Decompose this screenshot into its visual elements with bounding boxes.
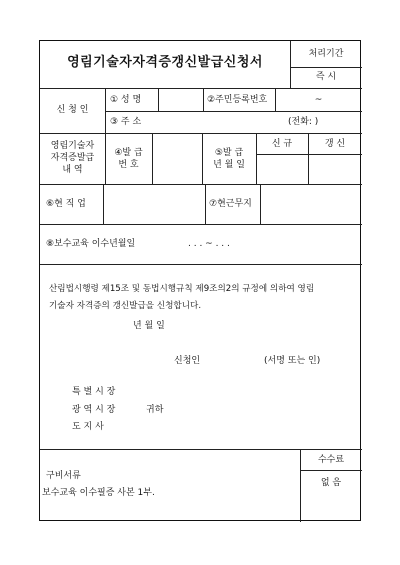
- rule-occupation-value: [103, 184, 104, 224]
- phone-label: (전화: ): [288, 117, 319, 127]
- rrn-label: ②주민등록번호: [207, 95, 268, 105]
- issue-date-label-line2: 년 월 일: [213, 160, 245, 170]
- recipient-honorific: 귀하: [146, 405, 164, 415]
- issue-date-label-line1: ⑤발 급: [214, 148, 244, 158]
- rule-new-renewal: [256, 154, 362, 155]
- rule-issue-no-value: [152, 133, 153, 184]
- fee-value: 없 음: [320, 478, 342, 488]
- education-value: . . . ~ . . .: [188, 239, 230, 249]
- signature-label: (서명 또는 인): [264, 356, 321, 366]
- rule-occupation: [40, 224, 362, 225]
- rule-name-value: [158, 88, 159, 111]
- recipient-line2: 광 역 시 장: [72, 405, 116, 415]
- processing-period-label: 처리기간: [308, 49, 344, 59]
- applicant-label: 신 청 인: [56, 105, 89, 115]
- address-label: ③ 주 소: [110, 117, 142, 127]
- rrn-value: ~: [314, 95, 323, 105]
- occupation-label: ⑥현 직 업: [46, 199, 86, 209]
- license-label-line3: 내 역: [62, 165, 83, 175]
- issue-no-label-line1: ④발 급: [114, 148, 143, 158]
- body-line2: 기술자 자격증의 갱신발급을 신청합니다.: [49, 301, 202, 311]
- date-line: 년 월 일: [133, 321, 165, 331]
- rule-applicant: [40, 133, 362, 134]
- documents-value: 보수교육 이수필증 사본 1부.: [42, 488, 155, 498]
- signer-label: 신청인: [174, 356, 201, 366]
- rule-title: [40, 88, 362, 89]
- license-label-line1: 영림기술자: [50, 141, 95, 151]
- body-line1: 산림법시행령 제15조 및 동법시행규칙 제9조의2의 규정에 의하여 영림: [49, 284, 315, 294]
- application-form: [39, 40, 361, 521]
- processing-period-value: 즉 시: [315, 72, 337, 82]
- issue-no-label-line2: 번 호: [118, 160, 139, 170]
- name-label: ① 성 명: [110, 95, 142, 105]
- documents-label: 구비서류: [46, 471, 81, 481]
- rule-workplace-label: [205, 184, 206, 224]
- form-title: 영림기술자자격증갱신발급신청서: [67, 55, 263, 70]
- new-label: 신 규: [271, 139, 293, 149]
- rule-rrn-label: [203, 88, 204, 111]
- fee-label: 수수료: [317, 455, 345, 465]
- rule-workplace-value: [260, 184, 261, 224]
- recipient-line3: 도 지 사: [72, 422, 104, 432]
- rule-license: [40, 184, 362, 185]
- renewal-label: 갱 신: [324, 139, 346, 149]
- rule-body: [40, 449, 362, 450]
- license-label-line2: 자격증발급: [50, 153, 95, 163]
- rule-education: [40, 264, 362, 265]
- rule-applicant-mid: [105, 111, 362, 112]
- workplace-label: ⑦현근무지: [209, 199, 252, 209]
- rule-fee: [300, 470, 362, 471]
- rule-period: [290, 67, 362, 68]
- education-label: ⑧보수교육 이수년월일: [46, 239, 136, 249]
- recipient-line1: 특 별 시 장: [72, 387, 116, 397]
